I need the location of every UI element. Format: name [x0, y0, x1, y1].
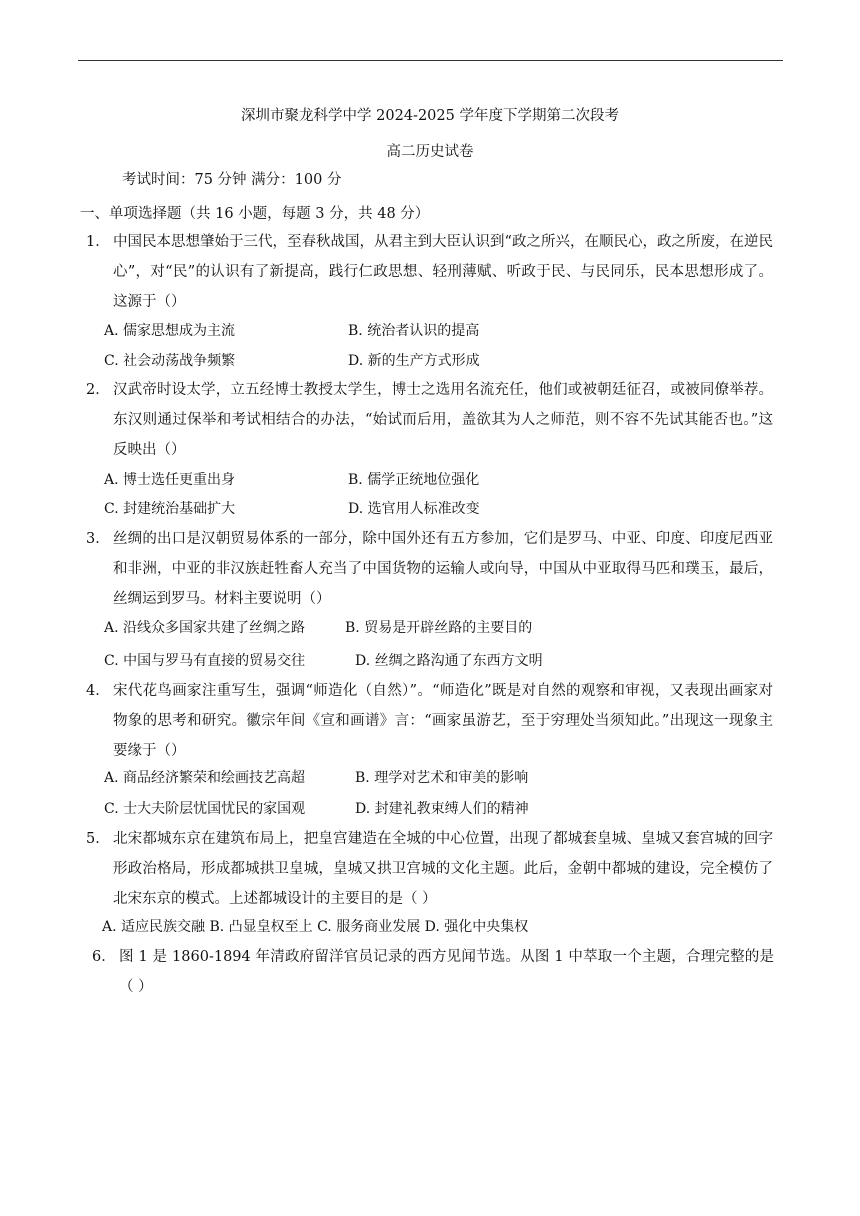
exam-info: 考试时间：75 分钟 满分：100 分 — [122, 172, 342, 188]
question-number: 6． — [92, 949, 116, 965]
option-a: A. 沿线众多国家共建了丝绸之路 — [104, 620, 306, 636]
option-d: D. 丝绸之路沟通了东西方文明 — [355, 653, 543, 669]
option-c: C. 士大夫阶层忧国忧民的家国观 — [104, 801, 306, 817]
option-c: C. 封建统治基础扩大 — [104, 501, 236, 517]
question-3 — [86, 524, 773, 614]
question-1 — [86, 227, 773, 317]
option-row: A. 适应民族交融 B. 凸显皇权至上 C. 服务商业发展 D. 强化中央集权 — [102, 919, 529, 935]
question-4 — [86, 676, 773, 766]
question-6 — [92, 942, 774, 1002]
option-c: C. 中国与罗马有直接的贸易交往 — [104, 653, 306, 669]
option-b: B. 贸易是开辟丝路的主要目的 — [345, 620, 533, 636]
option-d: D. 选官用人标准改变 — [348, 501, 480, 517]
question-stem: 北宋都城东京在建筑布局上，把皇宫建造在全城的中心位置，出现了都城套皇城、皇城又套宫城的回字形政治格局，形成都城拱卫皇城，皇城又拱卫宫城的文化主题。此后，金朝中都城的建设，完全模仿了北宋东京的模式。上述都城设计的主要目的是（ ） — [113, 831, 773, 907]
question-5 — [86, 824, 773, 914]
question-stem: 宋代花鸟画家注重写生，强调“师造化（自然）”。“师造化”既是对自然的观察和审视，又表现出画家对物象的思考和研究。徽宗年间《宣和画谱》言：“画家虽游艺，至于穷理处当须知此。”出现这一现象主要缘于（） — [113, 683, 773, 759]
question-number: 2． — [86, 382, 110, 398]
question-number: 1． — [86, 234, 110, 250]
option-b: B. 统治者认识的提高 — [348, 323, 480, 339]
exam-title: 深圳市聚龙科学中学 2024-2025 学年度下学期第二次段考 — [241, 108, 619, 124]
question-stem: 图 1 是 1860-1894 年清政府留洋官员记录的西方见闻节选。从图 1 中萃取一个主题，合理完整的是（ ） — [119, 949, 774, 995]
exam-subtitle: 高二历史试卷 — [386, 144, 474, 160]
option-b: B. 儒学正统地位强化 — [348, 472, 480, 488]
option-a: A. 博士选任更重出身 — [104, 472, 236, 488]
question-number: 4． — [86, 683, 110, 699]
question-number: 3． — [86, 531, 110, 547]
section-title: 一、单项选择题（共 16 小题，每题 3 分，共 48 分） — [80, 206, 430, 222]
question-2 — [86, 375, 773, 465]
option-d: D. 新的生产方式形成 — [348, 353, 480, 369]
option-d: D. 封建礼教束缚人们的精神 — [355, 801, 529, 817]
question-stem: 中国民本思想肇始于三代，至春秋战国，从君主到大臣认识到“政之所兴，在顺民心，政之所废，在逆民心”，对“民”的认识有了新提高，践行仁政思想、轻刑薄赋、听政于民、与民同乐，民本思想形成了。这源于（） — [113, 234, 773, 310]
question-stem: 丝绸的出口是汉朝贸易体系的一部分，除中国外还有五方参加，它们是罗马、中亚、印度、印度尼西亚和非洲，中亚的非汉族赶牲畜人充当了中国货物的运输人或向导，中国从中亚取得马匹和璞玉，最后，丝绸运到罗马。材料主要说明（） — [113, 531, 773, 607]
question-number: 5． — [86, 831, 110, 847]
option-a: A. 商品经济繁荣和绘画技艺高超 — [104, 770, 306, 786]
option-a: A. 儒家思想成为主流 — [104, 323, 236, 339]
option-c: C. 社会动荡战争频繁 — [104, 353, 236, 369]
question-stem: 汉武帝时设太学，立五经博士教授太学生，博士之选用名流充任，他们或被朝廷征召，或被同僚举荐。东汉则通过保举和考试相结合的办法，“始试而后用，盖欲其为人之师范，则不容不先试其能否也。”这反映出（） — [113, 382, 773, 458]
header-rule — [78, 60, 783, 61]
option-b: B. 理学对艺术和审美的影响 — [355, 770, 529, 786]
